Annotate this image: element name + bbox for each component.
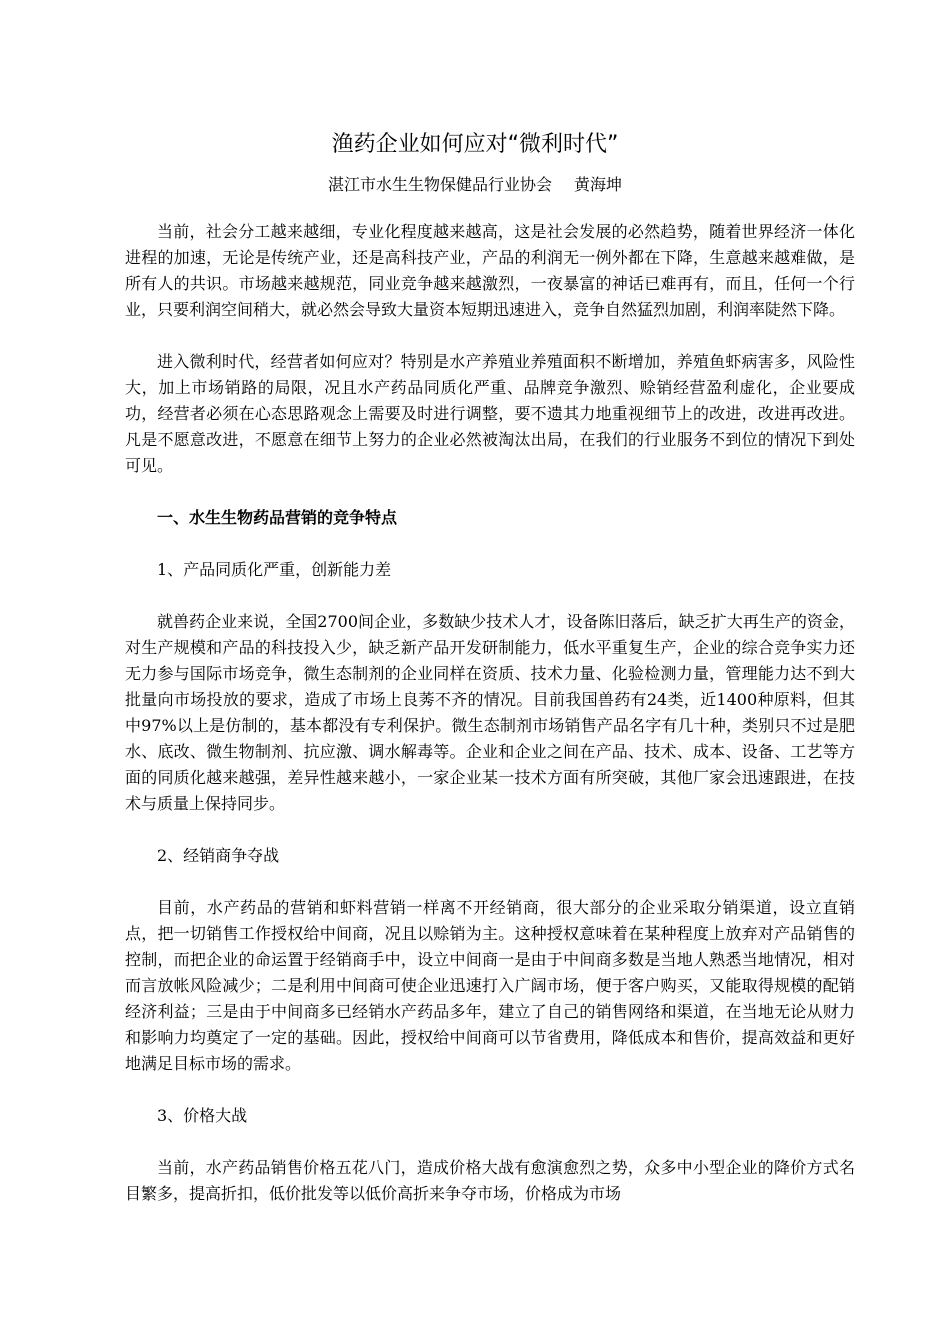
paragraph-distributors: 目前，水产药品的营销和虾料营销一样离不开经销商，很大部分的企业采取分销渠道，设立直销点，把一切销售工作授权给中间商，况且以赊销为主。这种授权意味着在某种程度上放弃对产品销售的控制，而把企业的命运置于经销商手中，设立中间商一是由于中间商多数是当地人熟悉当地情况，相对而言放帐风险减少；二是利用中间商可使企业迅速打入广阔市场，便于客户购买，又能取得规模的配销经济利益；三是由于中间商多已经销水产药品多年，建立了自己的销售网络和渠道，在当地无论从财力和影响力均奠定了一定的基础。因此，授权给中间商可以节省费用，降低成本和售价，提高效益和更好地满足目标市场的需求。 <box>125 898 855 1073</box>
paragraph-price-war: 当前，水产药品销售价格五花八门，造成价格大战有愈演愈烈之势，众多中小型企业的降价方式名目繁多，提高折扣，低价批发等以低价高折来争夺市场，价格成为市场 <box>125 1158 855 1203</box>
author-line <box>0 173 950 197</box>
subsection-heading-2: 2、经销商争夺战 <box>157 846 280 865</box>
subsection-heading-3: 3、价格大战 <box>157 1106 248 1125</box>
document-body <box>125 219 855 1207</box>
author-organization: 湛江市水生生物保健品行业协会 <box>327 175 552 194</box>
subsection-heading-1: 1、产品同质化严重，创新能力差 <box>157 560 392 579</box>
document-title: 渔药企业如何应对“微利时代” <box>331 132 619 157</box>
paragraph-homogeneity: 就兽药企业来说，全国2700间企业，多数缺少技术人才，设备陈旧落后，缺乏扩大再生产的资金，对生产规模和产品的科技投入少，缺乏新产品开发研制能力，低水平重复生产，企业的综合竞争实力还无力参与国际市场竞争，微生态制剂的企业同样在资质、技术力量、化验检测力量，管理能力达不到大批量向市场投放的要求，造成了市场上良莠不齐的情况。目前我国兽药有24类，近1400种原料，但其中97%以上是仿制的，基本都没有专利保护。微生态制剂市场销售产品名字有几十种，类别只不过是肥水、底改、微生物制剂、抗应激、调水解毒等。企业和企业之间在产品、技术、成本、设备、工艺等方面的同质化越来越强，差异性越来越小，一家企业某一技术方面有所突破，其他厂家会迅速跟进，在技术与质量上保持同步。 <box>125 612 855 813</box>
paragraph-intro: 当前，社会分工越来越细，专业化程度越来越高，这是社会发展的必然趋势，随着世界经济一体化进程的加速，无论是传统产业，还是高科技产业，产品的利润无一例外都在下降，生意越来越难做，是所有人的共识。市场越来越规范，同业竞争越来越激烈，一夜暴富的神话已难再有，而且，任何一个行业，只要利润空间稍大，就必然会导致大量资本短期迅速进入，竞争自然猛烈加剧，利润率陡然下降。 <box>125 222 855 319</box>
section-heading-1: 一、水生生物药品营销的竞争特点 <box>157 508 398 527</box>
paragraph-microprofit: 进入微利时代，经营者如何应对？特别是水产养殖业养殖面积不断增加，养殖鱼虾病害多，风险性大，加上市场销路的局限，况且水产药品同质化严重、品牌竞争激烈、赊销经营盈利虚化，企业要成功，经营者必须在心态思路观念上需要及时进行调整，要不遗其力地重视细节上的改进，改进再改进。凡是不愿意改进，不愿意在细节上努力的企业必然被淘汰出局，在我们的行业服务不到位的情况下到处可见。 <box>125 352 855 475</box>
author-name: 黄海坤 <box>574 175 623 194</box>
